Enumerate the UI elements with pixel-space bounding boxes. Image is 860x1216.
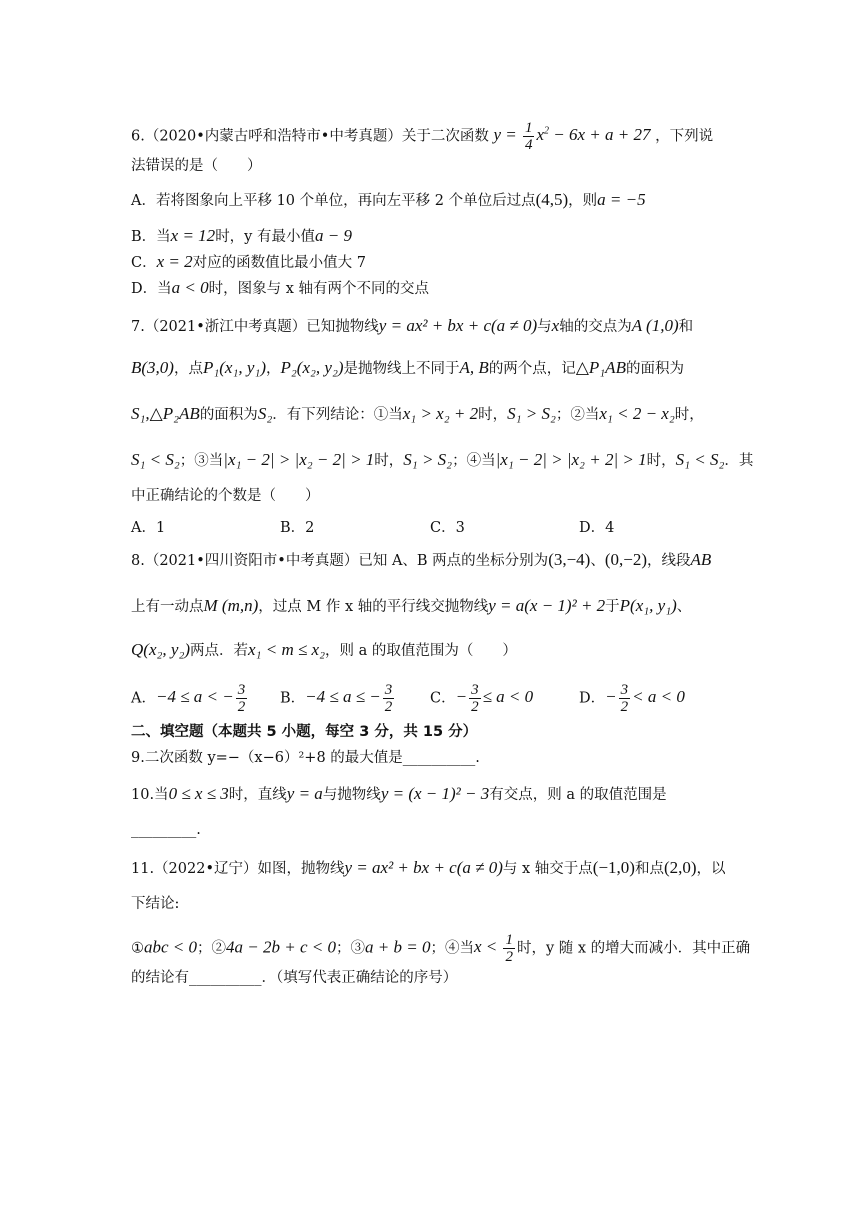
q6-option-b-mid: 时，y 有最小值	[215, 229, 315, 245]
q8-option-b-label: B．	[280, 690, 306, 707]
q7-result-3: S₁ > S₂	[403, 450, 453, 469]
q6-formula: y = $\frac{1}{4}$ $x^2 - 6x + a + 27$	[493, 120, 651, 153]
q6-option-c-text: 对应的函数值比最小值大 7	[192, 255, 366, 271]
q8-formula: y = a(x − 1)² + 2	[488, 596, 606, 615]
q6-option-a	[131, 190, 646, 211]
q8-option-d	[579, 682, 685, 715]
q7-cond-2: x₁ < 2 − x₂	[599, 404, 675, 423]
q6-option-a-text: A．若将图象向上平移 10 个单位，再向左平移 2 个单位后过点	[131, 193, 536, 209]
q11-m3: a + b = 0	[365, 937, 431, 957]
q7-l3-t3: 时，	[478, 407, 508, 423]
q7-l3-t5: 时，	[674, 407, 704, 423]
q6-option-a-value: a = −5	[597, 190, 646, 209]
q8-point-m: M (m,n)	[203, 596, 259, 615]
q8-line3	[131, 640, 517, 661]
q11-point-2: (2,0)	[663, 858, 697, 877]
q8-option-a-label: A．	[131, 690, 156, 707]
q10-parabola: y = (x − 1)² − 3	[380, 784, 490, 803]
q8-option-c-math: − $\frac{3}{2}$ ≤ a < 0	[455, 682, 534, 715]
q8-point-q: Q(x₂, y₂)	[131, 640, 191, 659]
q7-l4-t4: 时，	[646, 453, 676, 469]
q7-l4-t2: 时，	[374, 453, 404, 469]
q11-line1	[131, 858, 726, 879]
q7-s2: S₂	[257, 404, 273, 423]
q7-point-a: A (1,0)	[631, 316, 679, 335]
q6-option-d-cond: a < 0	[171, 278, 209, 297]
q6-option-d-prefix: D．当	[131, 281, 172, 297]
q7-line1	[131, 316, 693, 337]
q8-l3-t1: 两点．若	[190, 643, 249, 659]
q11-c1: ①	[131, 940, 144, 957]
q7-option-b: B．2	[280, 520, 315, 536]
q8-option-a	[131, 682, 249, 715]
q6-stem-suffix: ，下列说	[655, 128, 714, 145]
q8-l1-t: ，线段	[647, 553, 691, 569]
q7-option-a: A．1	[131, 520, 166, 536]
q8-l3-t2: ，则 a 的取值范围为（ ）	[325, 643, 517, 659]
q8-sep: 、	[590, 553, 605, 569]
q7-l2-t3: 是抛物线上不同于	[343, 361, 460, 377]
q6-option-c	[131, 252, 366, 273]
q6-option-c-cond: x = 2	[156, 252, 193, 271]
q10-t4: 有交点，则 a 的取值范围是	[489, 787, 667, 803]
q7-point-b: B(3,0)	[131, 358, 174, 377]
q11-m2: 4a − 2b + c < 0	[226, 937, 336, 957]
q7-line2	[131, 358, 684, 379]
q10-cond: 0 ≤ x ≤ 3	[168, 784, 229, 803]
q8-point-p: P(x₁, y₁)	[619, 596, 677, 615]
q6-option-b-value: a − 9	[315, 226, 352, 245]
q7-option-c: C．3	[430, 520, 465, 536]
q11-t3: 和点	[634, 861, 664, 877]
q11-m1: abc < 0	[144, 937, 198, 957]
q7-option-d: D．4	[579, 520, 615, 536]
q7-l2-t2: ，	[266, 361, 281, 377]
q8-l2-t2: ，过点 M 作 x 轴的平行线交抛物线	[258, 599, 489, 615]
q7-point-p2: P₂(x₂, y₂)	[280, 358, 344, 377]
q7-result-1: S₁ > S₂	[507, 404, 556, 423]
q8-stem: 8.（2021•四川资阳市•中考真题）已知 A、B 两点的坐标分别为	[131, 553, 549, 569]
q7-text-a: 与	[537, 319, 552, 335]
q6-option-d-text: 时，图象与 x 轴有两个不同的交点	[208, 281, 430, 297]
q6-option-a-then: ，则	[568, 193, 598, 209]
q7-l2-t1: ，点	[173, 361, 203, 377]
q6-option-b	[131, 226, 352, 247]
q10-t3: 与抛物线	[322, 787, 381, 803]
q7-l3-t4: ；②当	[555, 407, 600, 423]
q7-s1: S₁	[131, 404, 146, 423]
q7-l4-t1: ；③当	[179, 453, 224, 469]
q8-option-b	[280, 682, 396, 715]
q11-formula: y = ax² + bx + c(a ≠ 0)	[344, 858, 503, 877]
q7-cond-3: |x₁ − 2| > |x₂ − 2| > 1	[223, 450, 375, 469]
q8-ab: AB	[690, 550, 712, 569]
q7-ab: A, B	[459, 358, 489, 377]
q8-option-c-label: C．	[430, 690, 456, 707]
q10-line1	[131, 784, 667, 805]
q7-text-c: 和	[678, 319, 694, 335]
q8-point-a: (3,−4)	[548, 550, 591, 569]
q7-text-b: 轴的交点为	[559, 319, 632, 335]
q8-l2-t4: 、	[676, 599, 692, 615]
q8-l2-t3: 于	[605, 599, 620, 615]
q11-c4: ；④当	[430, 940, 474, 957]
q7-l3-t2: ．有下列结论：①当	[272, 407, 403, 423]
q7-l4-t5: ．其	[724, 453, 754, 469]
q7-triangle-1: △P₁AB	[575, 358, 626, 377]
q7-result-4: S₁ < S₂	[675, 450, 725, 469]
q11-c2: ；②	[197, 940, 227, 957]
q10-line2: _________.	[131, 822, 201, 838]
q11-t1: 11.（2022•辽宁）如图，抛物线	[131, 861, 345, 877]
q7-triangle-2: ,△P₂AB	[145, 404, 200, 423]
q7-point-p1: P₁(x₁, y₁)	[202, 358, 266, 377]
q6-line2: 法错误的是（ ）	[131, 158, 262, 174]
q11-c3: ；③	[336, 940, 365, 957]
q7-l2-t5: 的面积为	[625, 361, 684, 377]
q11-line2: 下结论:	[131, 896, 180, 912]
q10-t1: 10.当	[131, 787, 169, 803]
q11-point-1: (−1,0)	[592, 858, 635, 877]
q8-point-b: (0,−2)	[604, 550, 648, 569]
q10-line-eq: y = a	[286, 784, 323, 803]
q6-stem: 6.（2020•内蒙古呼和浩特市•中考真题）关于二次函数	[131, 128, 489, 145]
q7-line4	[131, 450, 753, 471]
q7-cond-4: |x₁ − 2| > |x₂ + 2| > 1	[495, 450, 647, 469]
q7-result-2: S₁ < S₂	[131, 450, 180, 469]
q7-x: x	[551, 316, 560, 335]
q11-line4: 的结论有__________．（填写代表正确结论的序号）	[131, 970, 458, 986]
q8-option-b-math: −4 ≤ a ≤ − $\frac{3}{2}$	[305, 682, 393, 715]
q8-l2-t1: 上有一动点	[131, 599, 204, 615]
section-heading-fill-in: 二、填空题（本题共 5 小题，每空 3 分，共 15 分）	[131, 724, 478, 740]
q9-line: 9.二次函数 y=−（x−6）²+8 的最大值是__________.	[131, 750, 480, 766]
q7-stem: 7.（2021•浙江中考真题）已知抛物线	[131, 319, 379, 335]
q10-t2: 时，直线	[228, 787, 287, 803]
q7-line5: 中正确结论的个数是（ ）	[131, 488, 320, 504]
q8-option-d-label: D．	[579, 690, 606, 707]
q7-cond-1: x₁ > x₂ + 2	[402, 404, 479, 423]
q8-cond: x₁ < m ≤ x₂	[248, 640, 326, 659]
q8-option-d-math: − $\frac{3}{2}$ < a < 0	[605, 682, 685, 715]
q7-l4-t3: ；④当	[452, 453, 496, 469]
q7-l2-t4: 的两个点，记	[488, 361, 576, 377]
q11-m4: x < $\frac{1}{2}$	[473, 932, 513, 965]
q6-option-c-prefix: C．	[131, 255, 157, 271]
q8-line2	[131, 596, 691, 617]
q6-line1	[131, 120, 713, 153]
q7-line3	[131, 404, 704, 425]
q8-option-c	[430, 682, 533, 715]
q6-option-b-cond: x = 12	[170, 226, 216, 245]
q7-formula: y = ax² + bx + c(a ≠ 0)	[378, 316, 538, 335]
q6-option-d	[131, 278, 429, 299]
q6-option-a-point: (4,5)	[535, 190, 569, 209]
q11-t2: 与 x 轴交于点	[502, 861, 593, 877]
q7-l3-t1: 的面积为	[199, 407, 258, 423]
q11-t5: 时，y 随 x 的增大而减小．其中正确	[516, 940, 751, 957]
q11-t4: ，以	[696, 861, 726, 877]
q8-option-a-math: −4 ≤ a < − $\frac{3}{2}$	[155, 682, 246, 715]
q8-line1	[131, 550, 711, 571]
q6-option-b-prefix: B．当	[131, 229, 171, 245]
q11-line3	[131, 932, 750, 965]
